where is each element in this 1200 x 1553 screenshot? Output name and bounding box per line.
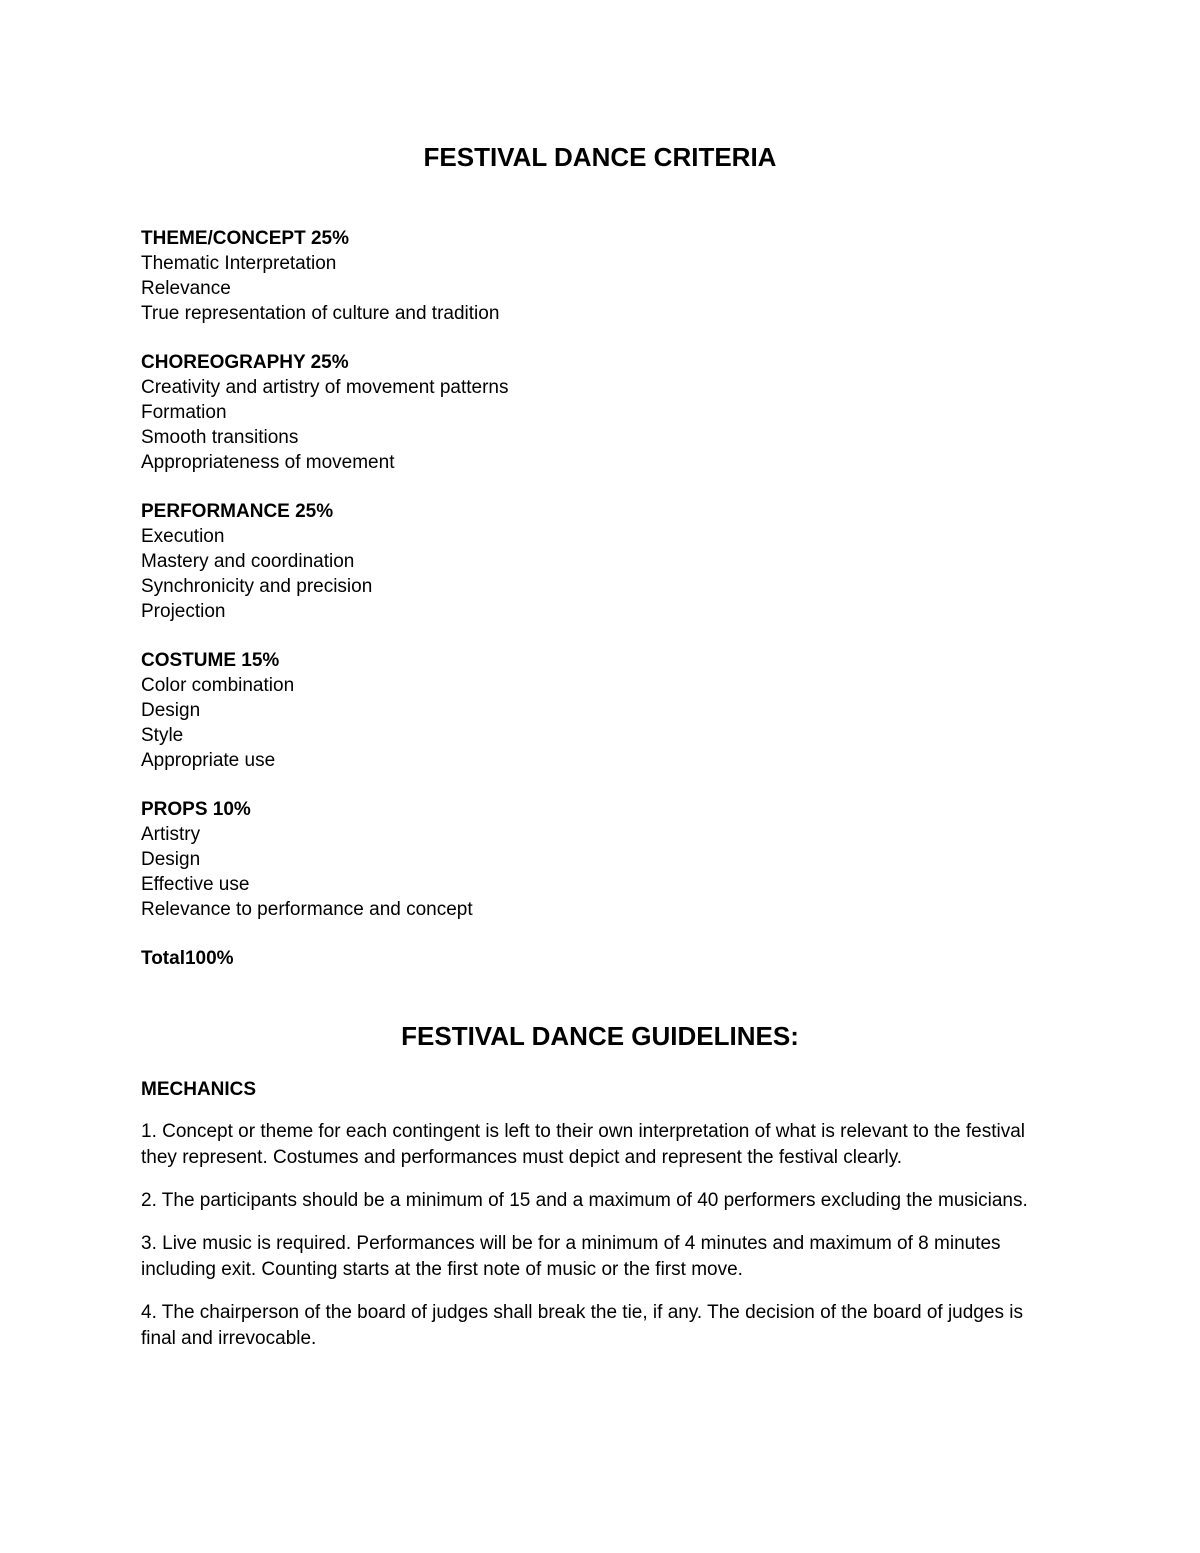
criteria-item: Artistry [141, 824, 201, 845]
mechanics-item: 4. The chairperson of the board of judges shall break the tie, if any. The decision of the board of judges is final and irrevocable. [141, 1302, 1023, 1349]
criteria-item: Thematic Interpretation [141, 253, 337, 274]
mechanics-item: 2. The participants should be a minimum of 15 and a maximum of 40 performers excluding the musicians. [141, 1190, 1028, 1211]
guidelines-title: FESTIVAL DANCE GUIDELINES: [401, 1021, 799, 1051]
criteria-item: Projection [141, 601, 226, 622]
criteria-item: Smooth transitions [141, 427, 299, 448]
criteria-item: Synchronicity and precision [141, 576, 373, 597]
criteria-item: True representation of culture and tradition [141, 303, 500, 324]
criteria-item: Creativity and artistry of movement patterns [141, 377, 509, 398]
criteria-item: Execution [141, 526, 225, 547]
criteria-title: FESTIVAL DANCE CRITERIA [423, 142, 777, 172]
criteria-item: Formation [141, 402, 227, 423]
criteria-item: Mastery and coordination [141, 551, 355, 572]
criteria-item: Design [141, 849, 201, 870]
criteria-section-props [141, 797, 1061, 922]
criteria-section-choreography [141, 350, 1061, 475]
mechanics-item: 3. Live music is required. Performances will be for a minimum of 4 minutes and maximum of 8 minutes including exit. Counting starts at the first note of music or the first move. [141, 1233, 1001, 1280]
criteria-item: Relevance to performance and concept [141, 899, 473, 920]
criteria-section-performance [141, 499, 1061, 624]
criteria-item: Color combination [141, 675, 295, 696]
criteria-item: Effective use [141, 874, 250, 895]
criteria-item: Appropriateness of movement [141, 452, 395, 473]
section-heading: PROPS 10% [141, 799, 251, 820]
mechanics-heading: MECHANICS [141, 1079, 257, 1100]
criteria-section-theme-concept [141, 226, 1061, 326]
criteria-item: Style [141, 725, 184, 746]
criteria-total: Total100% [141, 948, 234, 969]
mechanics-item: 1. Concept or theme for each contingent is left to their own interpretation of what is relevant to the festival they represent. Costumes and performances must depict and represent the festival clearly. [141, 1121, 1025, 1168]
section-heading: COSTUME 15% [141, 650, 280, 671]
criteria-item: Design [141, 700, 201, 721]
criteria-item: Relevance [141, 278, 231, 299]
criteria-section-costume [141, 648, 1061, 773]
section-heading: THEME/CONCEPT 25% [141, 228, 349, 249]
criteria-item: Appropriate use [141, 750, 276, 771]
document-content [141, 140, 1061, 1369]
section-heading: PERFORMANCE 25% [141, 501, 334, 522]
section-heading: CHOREOGRAPHY 25% [141, 352, 349, 373]
